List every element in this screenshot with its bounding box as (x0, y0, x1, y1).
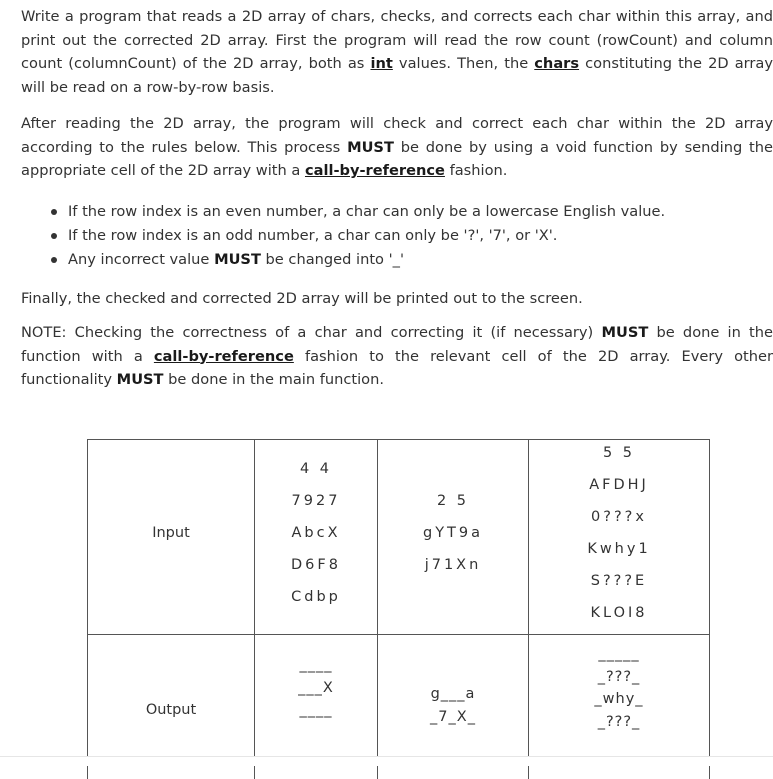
input-line: 2 5 (436, 493, 470, 509)
output-line: _____ (598, 646, 640, 662)
paragraph-rules-intro (21, 112, 773, 183)
note-text-3: fashion to the relevant cell of the 2D array. Every other functionality (21, 347, 773, 388)
input-example-3 (529, 437, 709, 629)
output-line: ____ (299, 702, 333, 718)
input-line: Cdbp (291, 589, 341, 605)
output-line: _???_ (597, 668, 641, 685)
rule-item (47, 224, 665, 248)
must-keyword: MUST (214, 250, 261, 268)
input-line: 0???x (591, 509, 647, 525)
rule-text: If the row index is an odd number, a char can only be '?', '7', or 'X'. (68, 226, 558, 244)
table-border-left (87, 439, 88, 779)
paragraph-intro (21, 5, 773, 99)
output-line: g___a (430, 686, 476, 702)
table-border-right (709, 439, 710, 779)
note-text-2: be done in the function with a (21, 324, 773, 365)
input-line: 7927 (291, 493, 341, 509)
input-line: AbcX (291, 525, 341, 541)
input-line: D6F8 (291, 557, 341, 573)
input-line: j71Xn (424, 557, 482, 573)
input-example-1 (255, 453, 377, 613)
paragraph-intro-text-3: constituting the 2D array will be read on a row-by-row basis. (21, 55, 773, 96)
must-keyword: MUST (116, 371, 164, 388)
note-text-4: be done in the main function. (163, 371, 384, 388)
call-by-reference-term: call-by-reference (304, 162, 445, 179)
must-keyword: MUST (347, 138, 394, 156)
input-line: 5 5 (602, 445, 636, 461)
output-line: _???_ (597, 713, 641, 730)
rules-list (47, 200, 665, 271)
input-line: KLOI8 (590, 605, 648, 621)
call-by-reference-term: call-by-reference (153, 347, 294, 365)
must-keyword: MUST (601, 324, 649, 341)
input-line: gYT9a (422, 525, 484, 541)
table-row-divider (87, 634, 710, 635)
output-label: Output (145, 702, 197, 718)
rule-item (47, 248, 665, 272)
output-example-2 (378, 683, 528, 728)
rule-text: be changed into '_' (260, 250, 404, 268)
int-term: int (370, 55, 393, 72)
paragraph-rules-text-3: fashion. (444, 162, 508, 179)
output-example-1 (255, 654, 377, 722)
input-example-2 (378, 485, 528, 581)
paragraph-output: Finally, the checked and corrected 2D array will be printed out to the screen. (21, 290, 583, 307)
input-line: AFDHJ (589, 477, 649, 493)
examples-table (87, 439, 710, 779)
rule-item (47, 200, 665, 224)
rule-text: If the row index is an even number, a char can only be a lowercase English value. (68, 203, 666, 220)
input-line: 4 4 (299, 461, 333, 477)
paragraph-rules-text-1: After reading the 2D array, the program will check and correct each char within the 2D array according to the rules below. This process (21, 115, 773, 156)
paragraph-intro-text-1: Write a program that reads a 2D array of chars, checks, and corrects each char within this array, and print out the corrected 2D array. First the program will read the row count (rowCount) and column count (columnCount) of the 2D array, both as (21, 8, 773, 72)
output-line: ___X (298, 679, 334, 696)
output-line: ____ (299, 657, 333, 673)
paragraph-note (21, 321, 773, 392)
note-text-1: NOTE: Checking the correctness of a char and correcting it (if necessary) (21, 324, 602, 341)
output-example-3 (529, 643, 709, 733)
output-line: _7_X_ (430, 708, 476, 725)
input-line: S???E (590, 573, 648, 589)
paragraph-intro-text-2: values. Then, the (392, 55, 535, 72)
rule-text: Any incorrect value (68, 250, 215, 268)
input-line: Kwhy1 (587, 541, 651, 557)
chars-term: chars (534, 55, 580, 72)
input-label: Input (152, 525, 190, 541)
paragraph-rules-text-2: be done by using a void function by sending the appropriate cell of the 2D array with a (21, 138, 773, 179)
output-line: _why_ (594, 691, 644, 707)
